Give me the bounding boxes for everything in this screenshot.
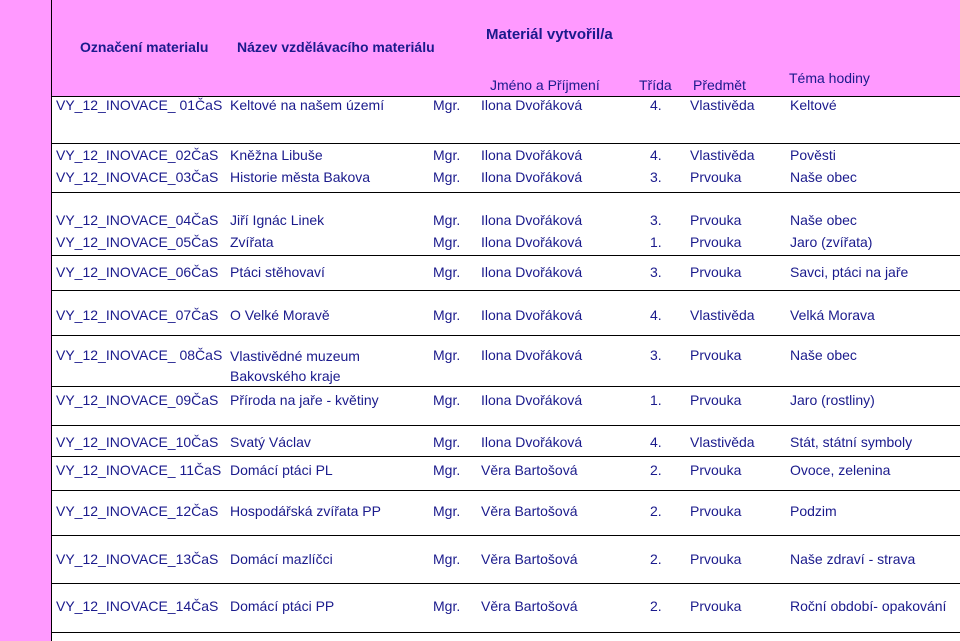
cell-topic: Keltové (790, 97, 837, 113)
cell-code: VY_12_INOVACE_04ČaS (56, 212, 219, 228)
cell-author: Ilona Dvořáková (481, 97, 583, 113)
cell-code: VY_12_INOVACE_14ČaS (56, 598, 219, 614)
row-divider (52, 425, 960, 426)
cell-title: Mgr. (433, 551, 461, 567)
row-divider (52, 335, 960, 336)
cell-code: VY_12_INOVACE_05ČaS (56, 234, 219, 250)
cell-title: Mgr. (433, 307, 461, 323)
cell-author: Věra Bartošová (481, 503, 578, 519)
cell-author: Ilona Dvořáková (481, 264, 583, 280)
cell-code: VY_12_INOVACE_02ČaS (56, 147, 219, 163)
cell-topic: Stát, státní symboly (790, 434, 913, 450)
row-divider (52, 583, 960, 584)
table-header (52, 0, 960, 97)
cell-class: 3. (650, 264, 662, 280)
cell-title: Mgr. (433, 147, 461, 163)
cell-class: 3. (650, 169, 662, 185)
cell-subject: Prvouka (690, 347, 742, 363)
cell-title: Mgr. (433, 462, 461, 478)
cell-title: Mgr. (433, 234, 461, 250)
cell-subject: Prvouka (690, 234, 742, 250)
cell-title: Mgr. (433, 503, 461, 519)
cell-title: Mgr. (433, 169, 461, 185)
header-author: Jméno a Příjmení (490, 77, 600, 93)
cell-author: Věra Bartošová (481, 551, 578, 567)
cell-code: VY_12_INOVACE_13ČaS (56, 551, 219, 567)
cell-class: 4. (650, 434, 662, 450)
cell-topic: Naše zdraví - strava (790, 551, 916, 567)
cell-title: Mgr. (433, 598, 461, 614)
cell-code: VY_12_INOVACE_06ČaS (56, 264, 219, 280)
header-subject: Předmět (693, 77, 746, 93)
cell-topic: Jaro (rostliny) (790, 392, 875, 408)
cell-author: Věra Bartošová (481, 598, 578, 614)
cell-author: Ilona Dvořáková (481, 212, 583, 228)
left-color-strip (0, 0, 52, 641)
cell-name: Ptáci stěhovaví (230, 264, 325, 280)
cell-subject: Prvouka (690, 212, 742, 228)
row-divider (52, 456, 960, 457)
cell-name: Domácí ptáci PL (230, 462, 333, 478)
cell-code: VY_12_INOVACE_ 11ČaS (56, 462, 222, 478)
cell-title: Mgr. (433, 97, 461, 113)
cell-name: Příroda na jaře - květiny (230, 392, 379, 408)
cell-author: Ilona Dvořáková (481, 147, 583, 163)
cell-author: Ilona Dvořáková (481, 434, 583, 450)
cell-name: Hospodářská zvířata PP (230, 503, 381, 519)
cell-code: VY_12_INOVACE_12ČaS (56, 503, 219, 519)
cell-name: Keltové na našem území (230, 97, 385, 113)
cell-name: Vlastivědné muzeum Bakovského kraje (230, 348, 360, 384)
header-code: Označení materialu (80, 39, 209, 55)
cell-subject: Vlastivěda (690, 307, 755, 323)
cell-class: 4. (650, 147, 662, 163)
cell-class: 1. (650, 392, 662, 408)
row-divider (52, 143, 960, 144)
cell-subject: Vlastivěda (690, 97, 755, 113)
cell-subject: Vlastivěda (690, 147, 755, 163)
cell-name: Domácí mazlíčci (230, 551, 333, 567)
cell-subject: Prvouka (690, 264, 742, 280)
cell-subject: Prvouka (690, 462, 742, 478)
header-created: Materiál vytvořil/a (486, 26, 613, 43)
cell-topic: Naše obec (790, 347, 857, 363)
row-divider (52, 535, 960, 536)
cell-title: Mgr. (433, 264, 461, 280)
cell-topic: Naše obec (790, 169, 857, 185)
cell-subject: Vlastivěda (690, 434, 755, 450)
cell-name: Svatý Václav (230, 434, 311, 450)
cell-title: Mgr. (433, 212, 461, 228)
cell-author: Ilona Dvořáková (481, 169, 583, 185)
cell-class: 2. (650, 462, 662, 478)
row-divider (52, 290, 960, 291)
cell-class: 4. (650, 307, 662, 323)
cell-class: 3. (650, 212, 662, 228)
cell-author: Věra Bartošová (481, 462, 578, 478)
cell-subject: Prvouka (690, 169, 742, 185)
cell-name: Domácí ptáci PP (230, 598, 335, 614)
cell-topic: Pověsti (790, 147, 836, 163)
cell-class: 2. (650, 551, 662, 567)
header-name: Název vzdělávacího materiálu (237, 39, 435, 55)
row-divider (52, 255, 960, 256)
cell-class: 2. (650, 503, 662, 519)
cell-topic: Naše obec (790, 212, 857, 228)
cell-topic: Roční období- opakování (790, 598, 947, 614)
cell-code: VY_12_INOVACE_07ČaS (56, 307, 219, 323)
cell-name: Historie města Bakova (230, 169, 371, 185)
cell-code: VY_12_INOVACE_09ČaS (56, 392, 219, 408)
cell-name: Zvířata (230, 234, 274, 250)
cell-author: Ilona Dvořáková (481, 234, 583, 250)
cell-topic: Velká Morava (790, 307, 875, 323)
cell-class: 2. (650, 598, 662, 614)
row-divider (52, 192, 960, 193)
cell-author: Ilona Dvořáková (481, 347, 583, 363)
cell-topic: Savci, ptáci na jaře (790, 264, 909, 280)
header-class: Třída (639, 77, 672, 93)
header-topic: Téma hodiny (789, 70, 870, 86)
row-divider (52, 632, 960, 633)
cell-code: VY_12_INOVACE_ 01ČaS (56, 97, 223, 113)
cell-code: VY_12_INOVACE_ 08ČaS (56, 347, 223, 363)
cell-subject: Prvouka (690, 598, 742, 614)
cell-name: Jiří Ignác Linek (230, 212, 325, 228)
cell-name: O Velké Moravě (230, 307, 330, 323)
cell-author: Ilona Dvořáková (481, 392, 583, 408)
cell-title: Mgr. (433, 347, 461, 363)
cell-class: 3. (650, 347, 662, 363)
row-divider (52, 490, 960, 491)
cell-topic: Ovoce, zelenina (790, 462, 891, 478)
cell-code: VY_12_INOVACE_03ČaS (56, 169, 219, 185)
cell-code: VY_12_INOVACE_10ČaS (56, 434, 219, 450)
cell-class: 1. (650, 234, 662, 250)
cell-topic: Jaro (zvířata) (790, 234, 873, 250)
cell-title: Mgr. (433, 392, 461, 408)
cell-topic: Podzim (790, 503, 837, 519)
cell-subject: Prvouka (690, 392, 742, 408)
cell-class: 4. (650, 97, 662, 113)
cell-name: Kněžna Libuše (230, 147, 323, 163)
cell-subject: Prvouka (690, 503, 742, 519)
cell-title: Mgr. (433, 434, 461, 450)
cell-subject: Prvouka (690, 551, 742, 567)
cell-author: Ilona Dvořáková (481, 307, 583, 323)
row-divider (52, 386, 960, 387)
